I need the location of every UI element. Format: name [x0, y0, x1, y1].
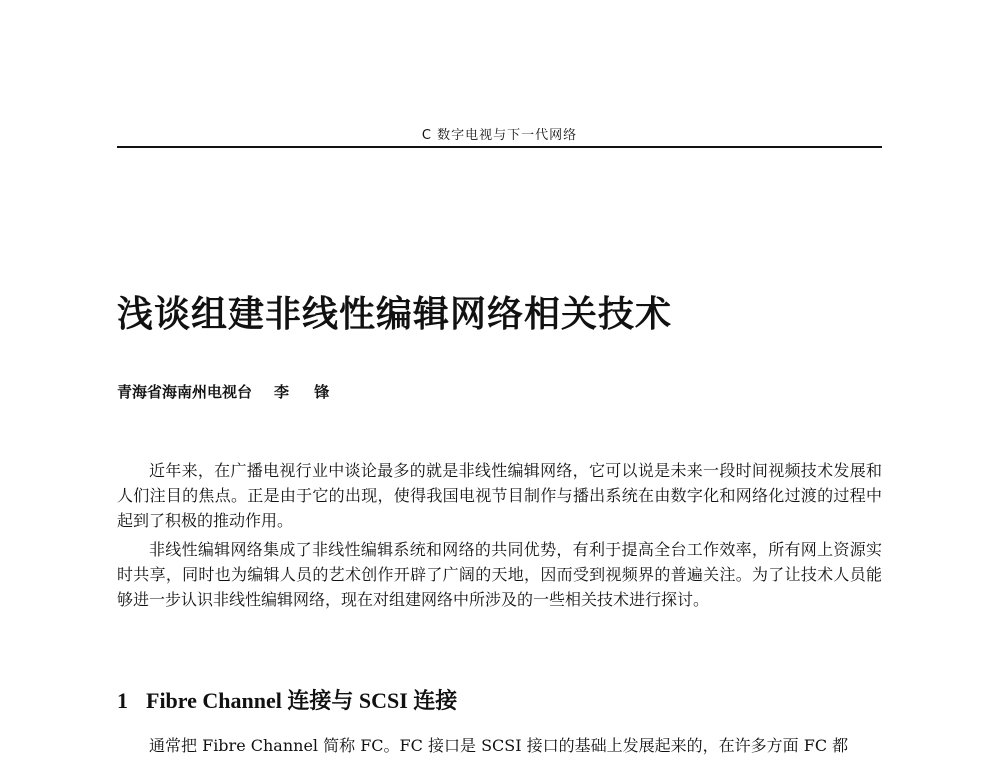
section-paragraph-1: 通常把 Fibre Channel 简称 FC。FC 接口是 SCSI 接口的基础上发展起来的，在许多方面 FC 都 — [149, 736, 849, 755]
header-rule — [117, 146, 882, 148]
section-number: 1 — [117, 688, 128, 713]
author-affiliation: 青海省海南州电视台 — [117, 383, 253, 401]
section-title: Fibre Channel 连接与 SCSI 连接 — [146, 688, 458, 713]
article-title: 浅谈组建非线性编辑网络相关技术 — [117, 294, 673, 335]
running-header: C 数字电视与下一代网络 — [421, 128, 578, 143]
section-heading — [117, 684, 457, 715]
intro-paragraph-1: 近年来，在广播电视行业中谈论最多的就是非线性编辑网络，它可以说是未来一段时间视频技术发展和人们注目的焦点。正是由于它的出现，使得我国电视节目制作与播出系统在由数字化和网络化过渡的过程中起到了积极的推动作用。 — [117, 461, 882, 530]
author-line — [117, 381, 339, 402]
author-name: 李 锋 — [274, 383, 340, 401]
intro-paragraph-2: 非线性编辑网络集成了非线性编辑系统和网络的共同优势，有利于提高全台工作效率，所有网上资源实时共享，同时也为编辑人员的艺术创作开辟了广阔的天地，因而受到视频界的普遍关注。为了让技术人员能够进一步认识非线性编辑网络，现在对组建网络中所涉及的一些相关技术进行探讨。 — [117, 540, 882, 609]
